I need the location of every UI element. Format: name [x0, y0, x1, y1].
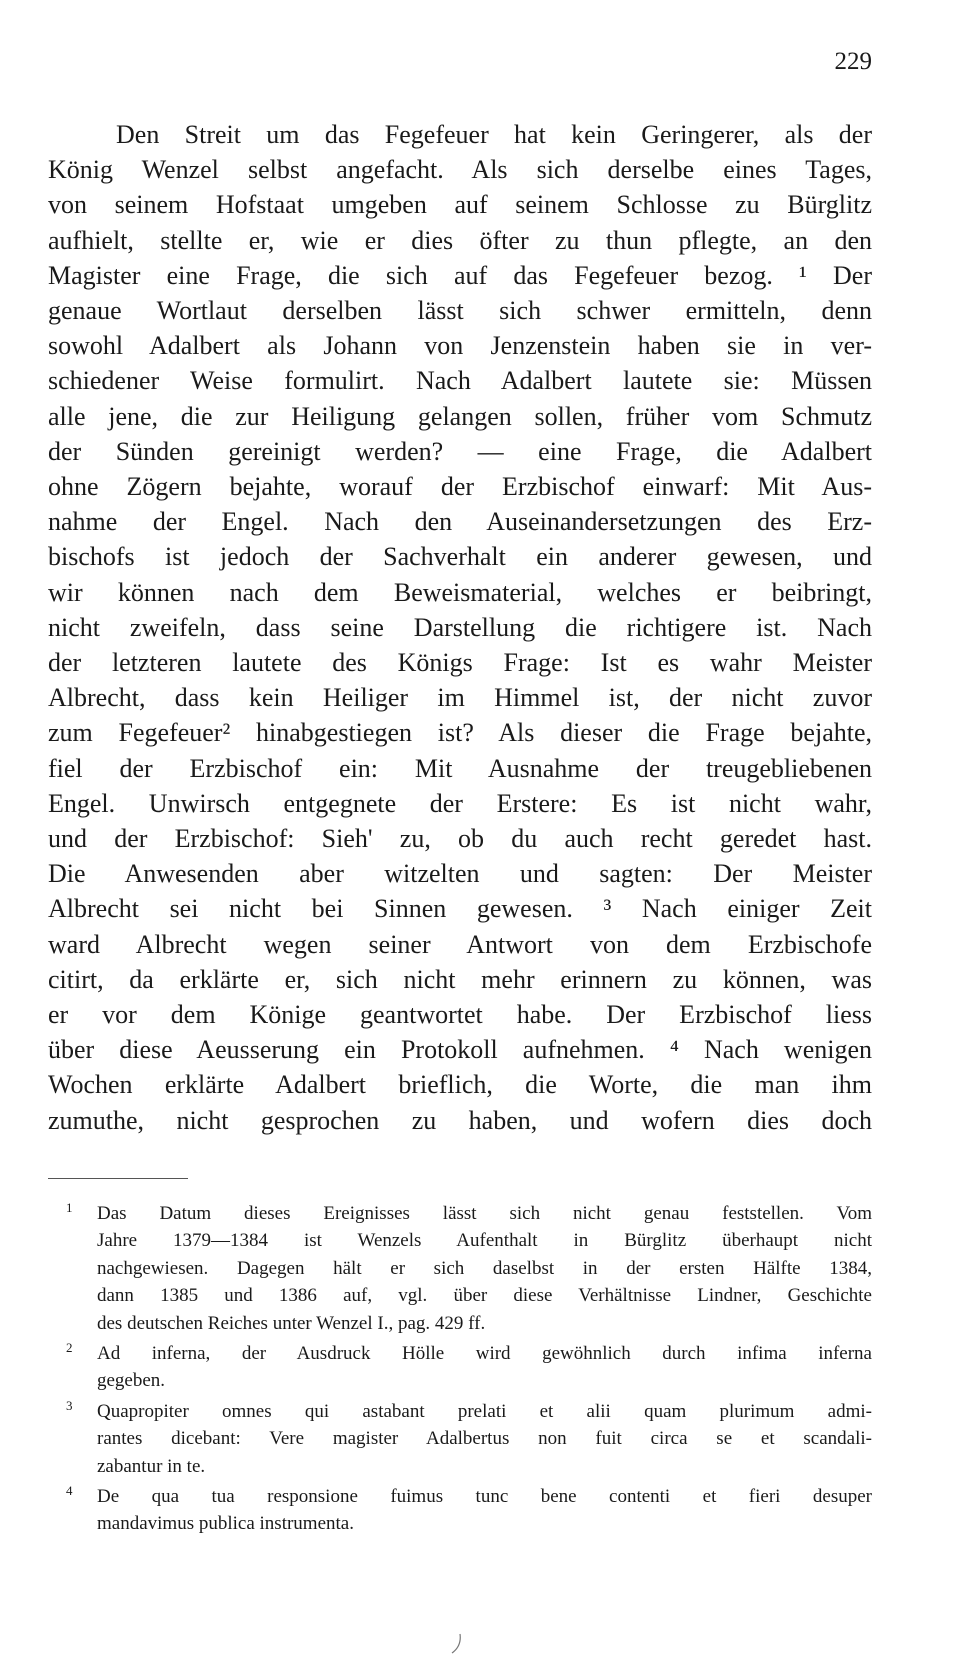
footnote-line: Das Datum dieses Ereignisses lässt sich nicht genau feststellen. Vom: [97, 1203, 872, 1224]
body-line: Magister eine Frage, die sich auf das Fegefeuer bezog. ¹ Der: [48, 260, 872, 290]
ink-mark-icon: [450, 1633, 464, 1655]
body-line: Engel. Unwirsch entgegnete der Erstere: Es ist nicht wahr,: [48, 788, 872, 818]
body-line: der Sünden gereinigt werden? — eine Frage, die Adalbert: [48, 436, 872, 466]
footnote-line: Ad inferna, der Ausdruck Hölle wird gewöhnlich durch infima inferna: [97, 1343, 872, 1365]
body-line: alle jene, die zur Heiligung gelangen sollen, früher vom Schmutz: [48, 401, 872, 431]
body-line: wir können nach dem Beweismaterial, welches er beibringt,: [48, 577, 872, 607]
body-line: von seinem Hofstaat umgeben auf seinem Schlosse zu Bürglitz: [48, 190, 872, 220]
footnote-2: [66, 1340, 872, 1395]
footnote-marker: 3: [66, 1397, 73, 1413]
footnotes: [66, 1200, 872, 1541]
footnote-marker: 1: [66, 1200, 73, 1215]
body-line: und der Erzbischof: Sieh' zu, ob du auch recht geredet hast.: [48, 824, 872, 854]
body-line: nicht zweifeln, dass seine Darstellung die richtigere ist. Nach: [48, 612, 872, 642]
page-number: 229: [834, 48, 872, 75]
body-line: fiel der Erzbischof ein: Mit Ausnahme der treugebliebenen: [48, 753, 872, 783]
footnote-marker: 4: [66, 1483, 73, 1499]
footnote-line: zabantur in te.: [97, 1455, 206, 1477]
body-line: genaue Wortlaut derselben lässt sich schwer ermitteln, denn: [48, 296, 872, 326]
body-line: schiedener Weise formulirt. Nach Adalbert lautete sie: Müssen: [48, 366, 872, 396]
body-line: ward Albrecht wegen seiner Antwort von dem Erzbischofe: [48, 929, 872, 959]
body-line: sowohl Adalbert als Johann von Jenzenstein haben sie in ver-: [48, 331, 872, 361]
footnote-1: [66, 1200, 872, 1337]
footnote-line: De qua tua responsione fuimus tunc bene contenti et fieri desuper: [97, 1486, 872, 1508]
footnote-3: [66, 1398, 872, 1480]
body-line: König Wenzel selbst angefacht. Als sich derselbe eines Tages,: [48, 155, 872, 185]
footnote-line: gegeben.: [97, 1370, 166, 1392]
footnote-divider: [48, 1178, 188, 1179]
footnote-marker: 2: [66, 1340, 73, 1356]
body-line: Albrecht sei nicht bei Sinnen gewesen. ³ Nach einiger Zeit: [48, 894, 872, 924]
footnote-line: Quapropiter omnes qui astabant prelati et alii quam plurimum admi-: [97, 1400, 872, 1422]
body-line: citirt, da erklärte er, sich nicht mehr erinnern zu können, was: [48, 964, 872, 994]
body-line: Die Anwesenden aber witzelten und sagten: Der Meister: [48, 859, 872, 889]
body-line: Den Streit um das Fegefeuer hat kein Geringerer, als der: [116, 120, 872, 149]
body-line: bischofs ist jedoch der Sachverhalt ein anderer gewesen, und: [48, 542, 872, 572]
body-line: über diese Aeusserung ein Protokoll aufnehmen. ⁴ Nach wenigen: [48, 1035, 872, 1065]
footnote-line: des deutschen Reiches unter Wenzel I., pag. 429 ff.: [97, 1312, 486, 1334]
footnote-line: nachgewiesen. Dagegen hält er sich daselbst in der ersten Hälfte 1384,: [97, 1257, 872, 1279]
body-line: ohne Zögern bejahte, worauf der Erzbischof einwarf: Mit Aus-: [48, 472, 872, 502]
footnote-4: [66, 1483, 872, 1538]
body-line: Wochen erklärte Adalbert brieflich, die Worte, die man ihm: [48, 1070, 872, 1100]
footnote-line: dann 1385 und 1386 auf, vgl. über diese Verhältnisse Lindner, Geschichte: [97, 1285, 872, 1307]
body-line: aufhielt, stellte er, wie er dies öfter zu thun pflegte, an den: [48, 225, 872, 255]
footnote-line: rantes dicebant: Vere magister Adalbertus non fuit circa se et scandali-: [97, 1428, 872, 1450]
body-line: zumuthe, nicht gesprochen zu haben, und wofern dies doch: [48, 1105, 872, 1135]
body-text: [48, 117, 872, 1138]
body-line: zum Fegefeuer² hinabgestiegen ist? Als dieser die Frage bejahte,: [48, 718, 872, 748]
body-line: der letzteren lautete des Königs Frage: Ist es wahr Meister: [48, 648, 872, 678]
footnote-line: mandavimus publica instrumenta.: [97, 1513, 354, 1535]
body-line: Albrecht, dass kein Heiliger im Himmel ist, der nicht zuvor: [48, 683, 872, 713]
body-line: er vor dem Könige geantwortet habe. Der Erzbischof liess: [48, 1000, 872, 1030]
body-line: nahme der Engel. Nach den Auseinandersetzungen des Erz-: [48, 507, 872, 537]
footnote-line: Jahre 1379—1384 ist Wenzels Aufenthalt in Bürglitz überhaupt nicht: [97, 1230, 872, 1252]
